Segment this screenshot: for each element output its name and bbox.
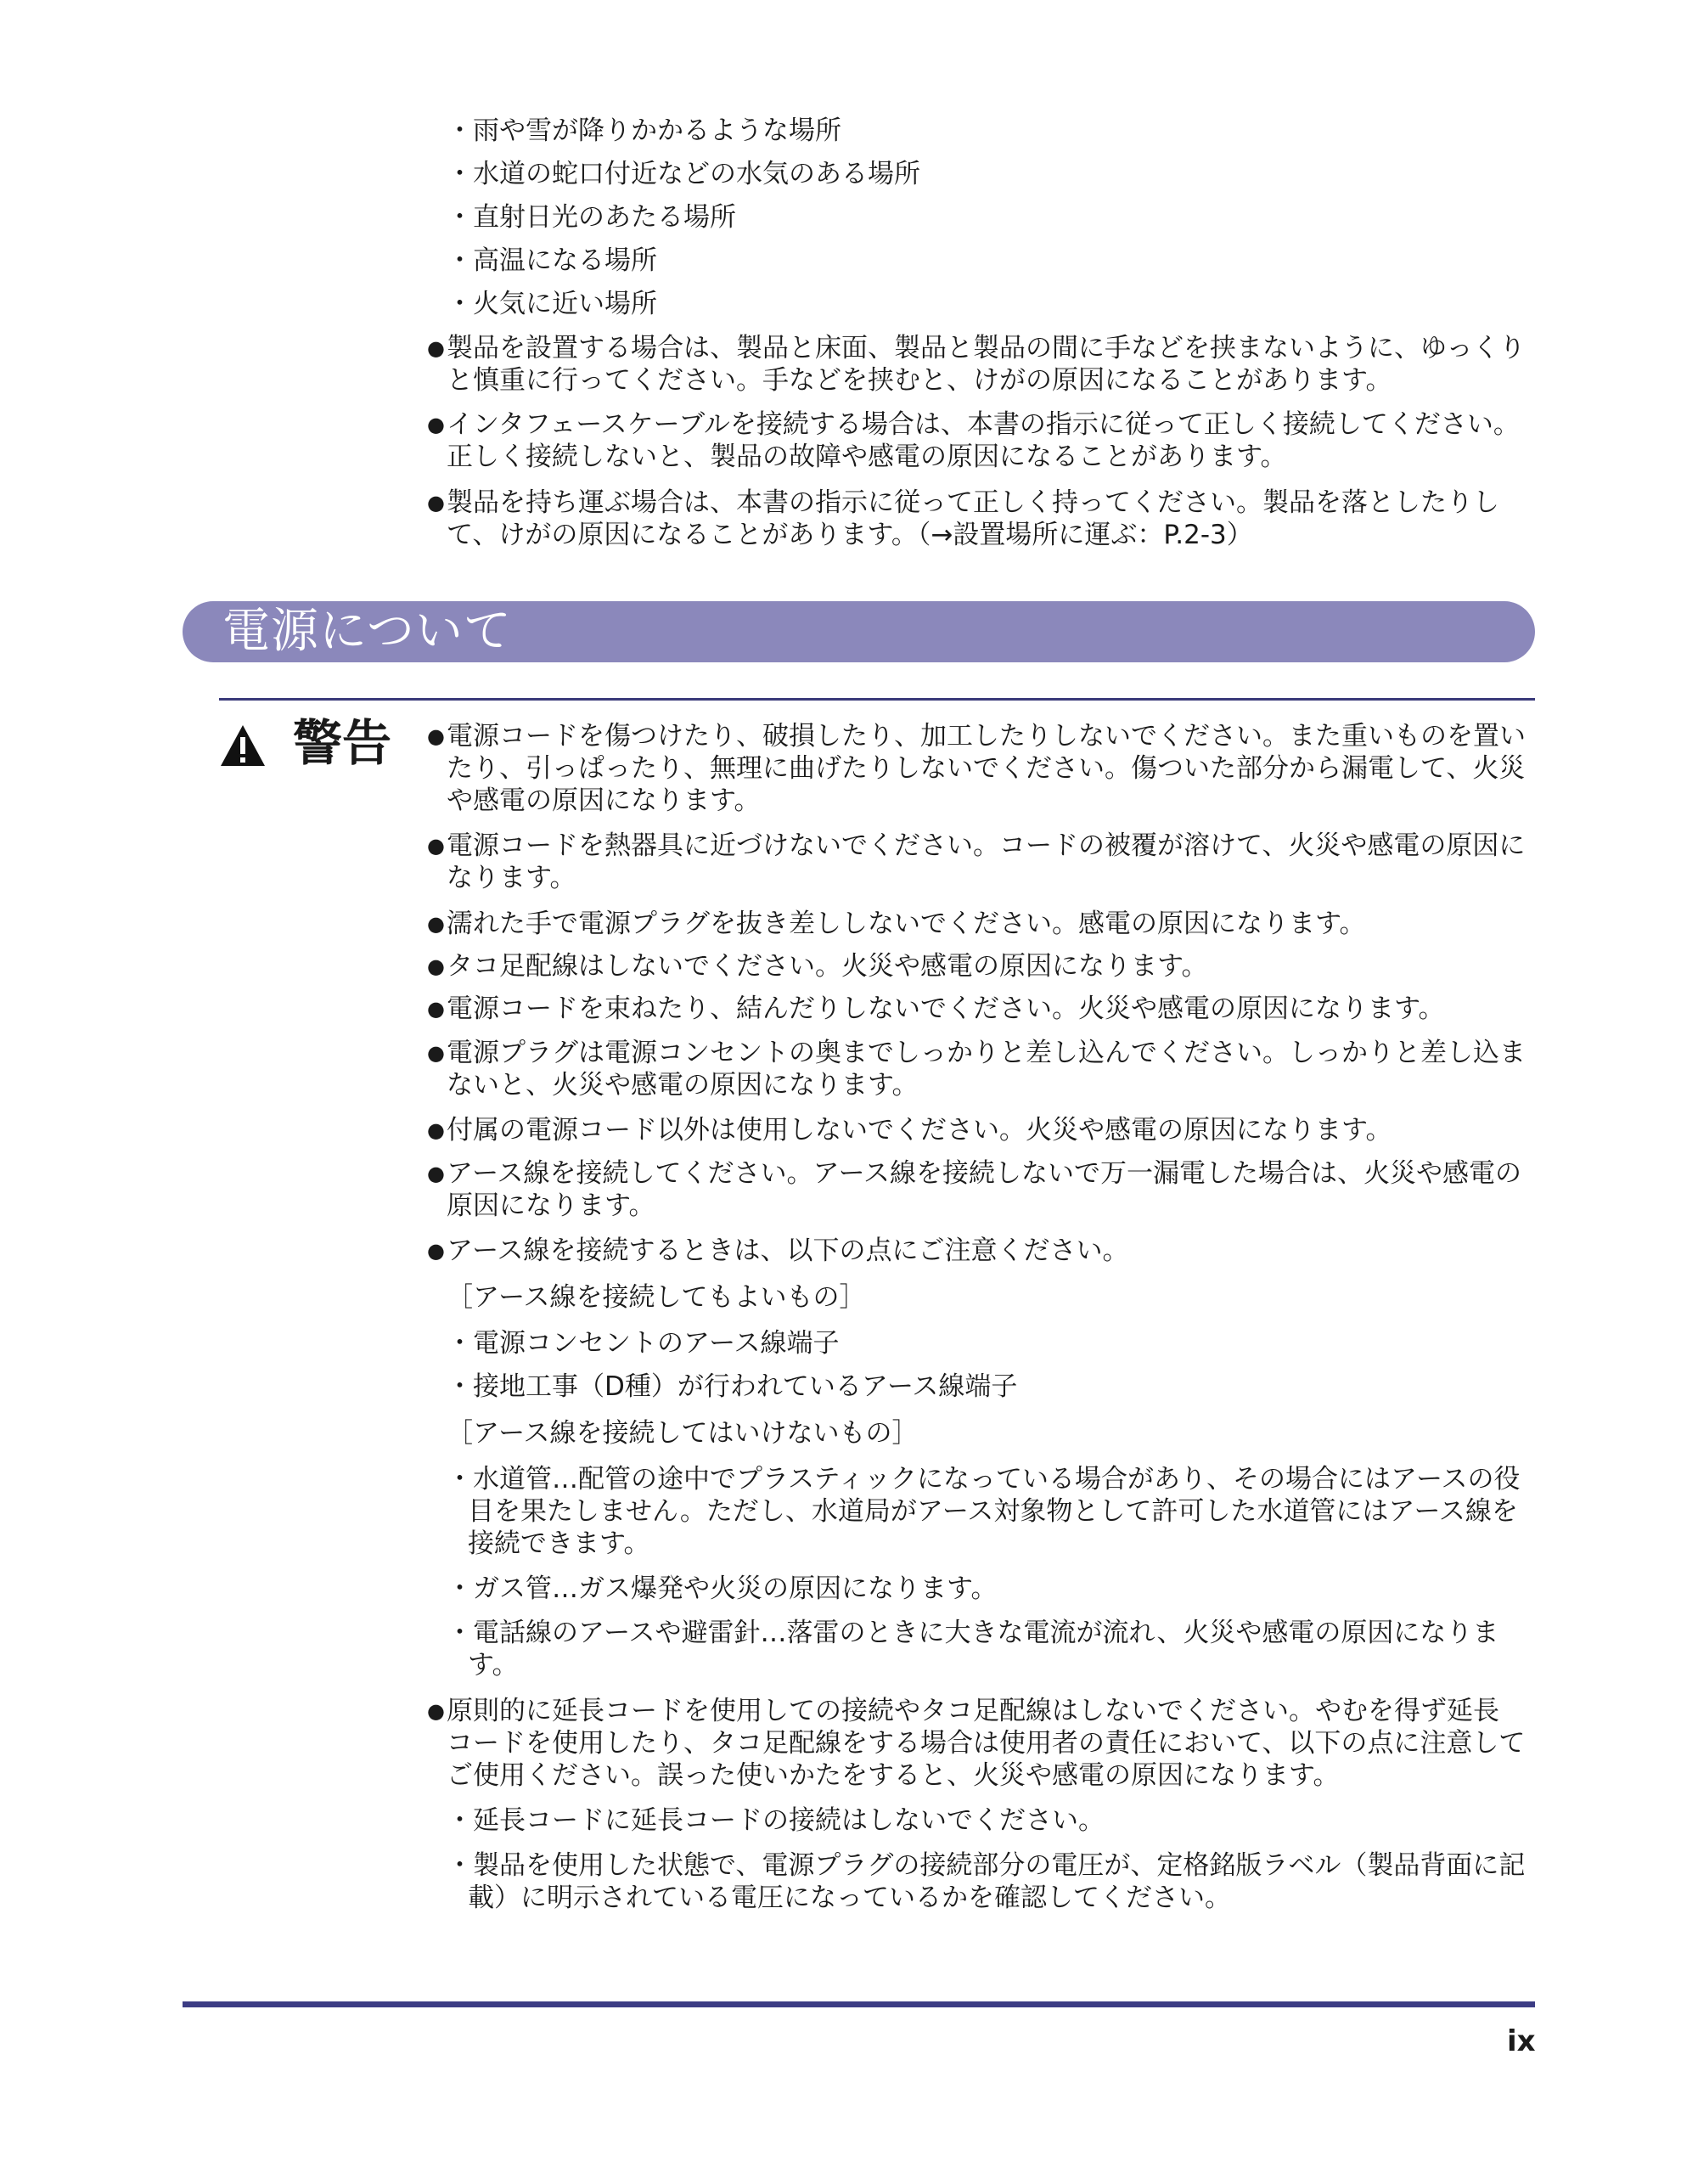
sub-item: 目を果たしません。ただし、水道局がアース対象物として許可した水道管にはアース線を: [468, 1496, 1518, 1527]
section-title: 電源について: [222, 604, 512, 659]
sub-item: ・雨や雪が降りかかるような場所: [447, 115, 841, 146]
bullet-text: と慎重に行ってください。手などを挟むと、けがの原因になることがあります。: [447, 365, 1392, 396]
bullet-dot: ●: [427, 1239, 445, 1263]
sub-item: ・直射日光のあたる場所: [447, 202, 736, 233]
sub-item: ・接地工事（D種）が行われているアース線端子: [447, 1371, 1018, 1402]
bullet-dot: ●: [427, 413, 445, 436]
bullet-text: ないと、火災や感電の原因になります。: [447, 1070, 919, 1100]
list-heading: ［アース線を接続してはいけないもの］: [447, 1418, 919, 1449]
bullet-text: アース線を接続するときは、以下の点にご注意ください。: [447, 1236, 1129, 1266]
bullet-dot: ●: [427, 1118, 445, 1142]
bullet-text: 原則的に延長コードを使用しての接続やタコ足配線はしないでください。やむを得ず延長: [447, 1696, 1499, 1726]
bullet-dot: ●: [427, 724, 445, 748]
bullet-text: タコ足配線はしないでください。火災や感電の原因になります。: [447, 951, 1208, 982]
bullet-dot: ●: [427, 491, 445, 515]
sub-item: ・電話線のアースや避雷針…落雷のときに大きな電流が流れ、火災や感電の原因になりま: [447, 1618, 1499, 1648]
bullet-dot: ●: [427, 912, 445, 936]
bullet-text: 電源コードを傷つけたり、破損したり、加工したりしないでください。また重いものを置い: [447, 721, 1526, 751]
sub-item: ・電源コンセントのアース線端子: [447, 1328, 840, 1359]
sub-item: 接続できます。: [468, 1528, 650, 1559]
bullet-dot: ●: [427, 1162, 445, 1185]
bullet-text: コードを使用したり、タコ足配線をする場合は使用者の責任において、以下の点に注意して: [447, 1728, 1526, 1759]
bullet-text: て、けがの原因になることがあります。（→設置場所に運ぶ：P.2-3）: [447, 520, 1253, 550]
sub-item: 載）に明示されている電圧になっているかを確認してください。: [468, 1883, 1231, 1913]
warning-icon: [219, 723, 267, 768]
sub-item: ・ガス管…ガス爆発や火災の原因になります。: [447, 1573, 998, 1604]
bullet-text: 製品を持ち運ぶ場合は、本書の指示に従って正しく持ってください。製品を落としたりし: [447, 487, 1499, 518]
bullet-dot: ●: [427, 1041, 445, 1065]
bullet-text: 濡れた手で電源プラグを抜き差ししないでください。感電の原因になります。: [447, 909, 1366, 939]
sub-item: ・高温になる場所: [447, 245, 657, 276]
sub-item: ・延長コードに延長コードの接続はしないでください。: [447, 1805, 1105, 1836]
sub-item: ・水道管…配管の途中でプラスティックになっている場合があり、その場合にはアースの役: [447, 1464, 1521, 1494]
bullet-text: 付属の電源コード以外は使用しないでください。火災や感電の原因になります。: [447, 1115, 1392, 1145]
sub-item: す。: [468, 1650, 519, 1680]
sub-item: ・火気に近い場所: [447, 289, 657, 319]
bullet-dot: ●: [427, 834, 445, 858]
bullet-text: なります。: [447, 863, 576, 893]
bullet-text: たり、引っぱったり、無理に曲げたりしないでください。傷ついた部分から漏電して、火災: [447, 753, 1526, 784]
warning-label: 警告: [293, 714, 392, 772]
bullet-text: ご使用ください。誤った使いかたをすると、火災や感電の原因になります。: [447, 1760, 1340, 1791]
bullet-text: や感電の原因になります。: [447, 785, 761, 816]
list-heading: ［アース線を接続してもよいもの］: [447, 1282, 866, 1313]
page-number: ix: [1507, 2024, 1536, 2058]
sub-item: ・製品を使用した状態で、電源プラグの接続部分の電圧が、定格銘版ラベル（製品背面に記: [447, 1850, 1526, 1881]
bullet-text: 電源コードを熱器具に近づけないでください。コードの被覆が溶けて、火災や感電の原因に: [447, 830, 1526, 861]
bullet-text: 電源プラグは電源コンセントの奥までしっかりと差し込んでください。しっかりと差し込ま: [447, 1038, 1526, 1068]
bullet-text: 電源コードを束ねたり、結んだりしないでください。火災や感電の原因になります。: [447, 993, 1445, 1024]
bullet-text: 原因になります。: [447, 1191, 655, 1221]
bullet-dot: ●: [427, 997, 445, 1021]
bullet-dot: ●: [427, 336, 445, 360]
bullet-text: インタフェースケーブルを接続する場合は、本書の指示に従って正しく接続してください。: [447, 409, 1520, 440]
bullet-text: アース線を接続してください。アース線を接続しないで万一漏電した場合は、火災や感電の: [447, 1158, 1522, 1189]
bullet-text: 製品を設置する場合は、製品と床面、製品と製品の間に手などを挟まないように、ゆっくり: [447, 333, 1526, 363]
sub-item: ・水道の蛇口付近などの水気のある場所: [447, 159, 920, 189]
bullet-dot: ●: [427, 954, 445, 978]
footer-rule: [183, 2001, 1535, 2007]
bullet-dot: ●: [427, 1699, 445, 1723]
bullet-text: 正しく接続しないと、製品の故障や感電の原因になることがあります。: [447, 442, 1287, 472]
section-rule: [219, 698, 1535, 701]
